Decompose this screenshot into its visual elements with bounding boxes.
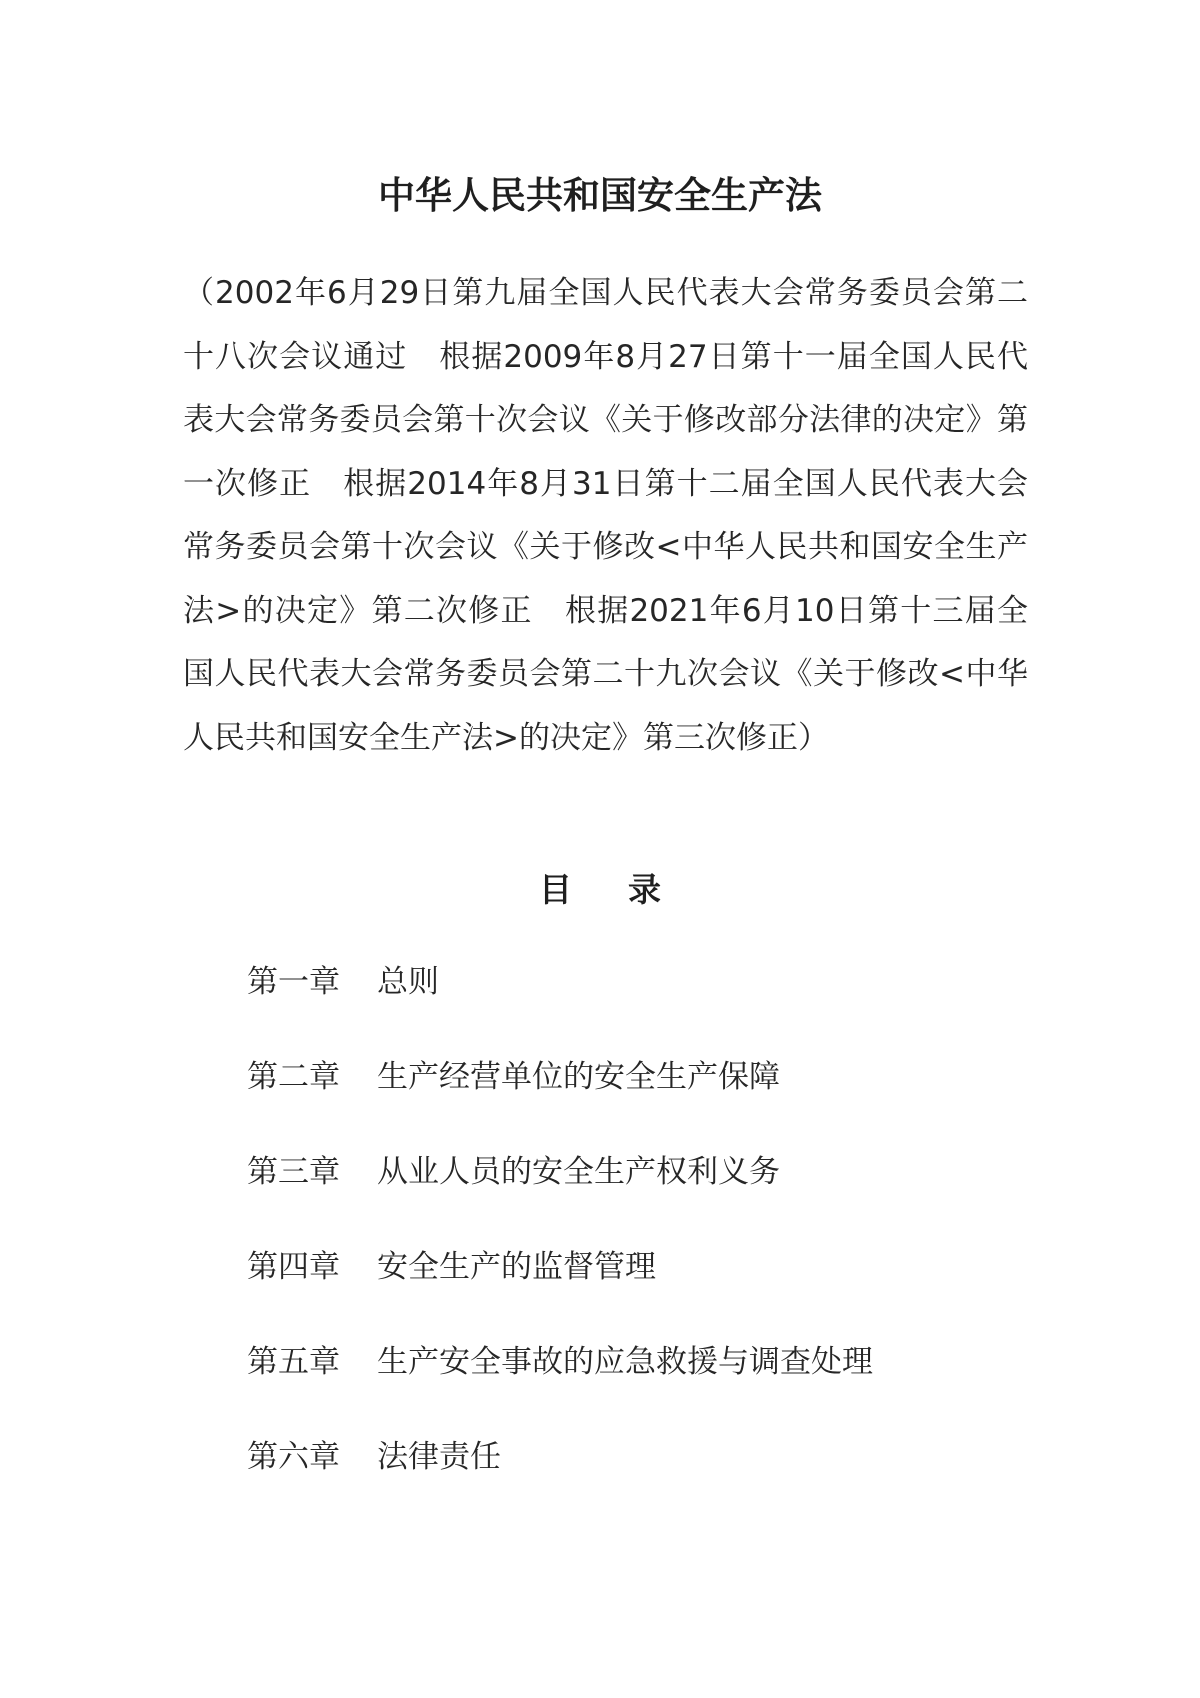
toc-chapter-number: 第六章 <box>247 1439 340 1475</box>
table-of-contents <box>247 960 1047 1530</box>
toc-chapter-number: 第二章 <box>247 1059 340 1095</box>
document-title: 中华人民共和国安全生产法 <box>378 174 822 217</box>
toc-chapter-title: 总则 <box>377 964 439 1000</box>
toc-chapter-number: 第五章 <box>247 1344 340 1380</box>
toc-chapter-title: 从业人员的安全生产权利义务 <box>377 1154 780 1190</box>
toc-item-chapter-5 <box>247 1340 1047 1435</box>
toc-item-chapter-3 <box>247 1150 1047 1245</box>
toc-chapter-title: 安全生产的监督管理 <box>377 1249 656 1285</box>
legislative-history-note: （2002年6月29日第九届全国人民代表大会常务委员会第二十八次会议通过 根据2009年8月27日第十一届全国人民代表大会常务委员会第十次会议《关于修改部分法律的决定》第一次修正 根据2014年8月31日第十二届全国人民代表大会常务委员会第十次会议《关于修改<中华人民共和国安全生产法>的决定》第二次修正 根据2021年6月10日第十三届全国人民代表大会常务委员会第二十九次会议《关于修改<中华人民共和国安全生产法>的决定》第三次修正） <box>183 275 1028 756</box>
toc-chapter-number: 第三章 <box>247 1154 340 1190</box>
toc-item-chapter-6 <box>247 1435 1047 1530</box>
toc-chapter-title: 生产经营单位的安全生产保障 <box>377 1059 780 1095</box>
toc-chapter-title: 生产安全事故的应急救援与调查处理 <box>377 1344 873 1380</box>
toc-item-chapter-2 <box>247 1055 1047 1150</box>
toc-item-chapter-4 <box>247 1245 1047 1340</box>
toc-item-chapter-1 <box>247 960 1047 1055</box>
toc-chapter-title: 法律责任 <box>377 1439 501 1475</box>
toc-chapter-number: 第四章 <box>247 1249 340 1285</box>
toc-chapter-number: 第一章 <box>247 964 340 1000</box>
toc-heading: 目录 <box>539 870 717 909</box>
